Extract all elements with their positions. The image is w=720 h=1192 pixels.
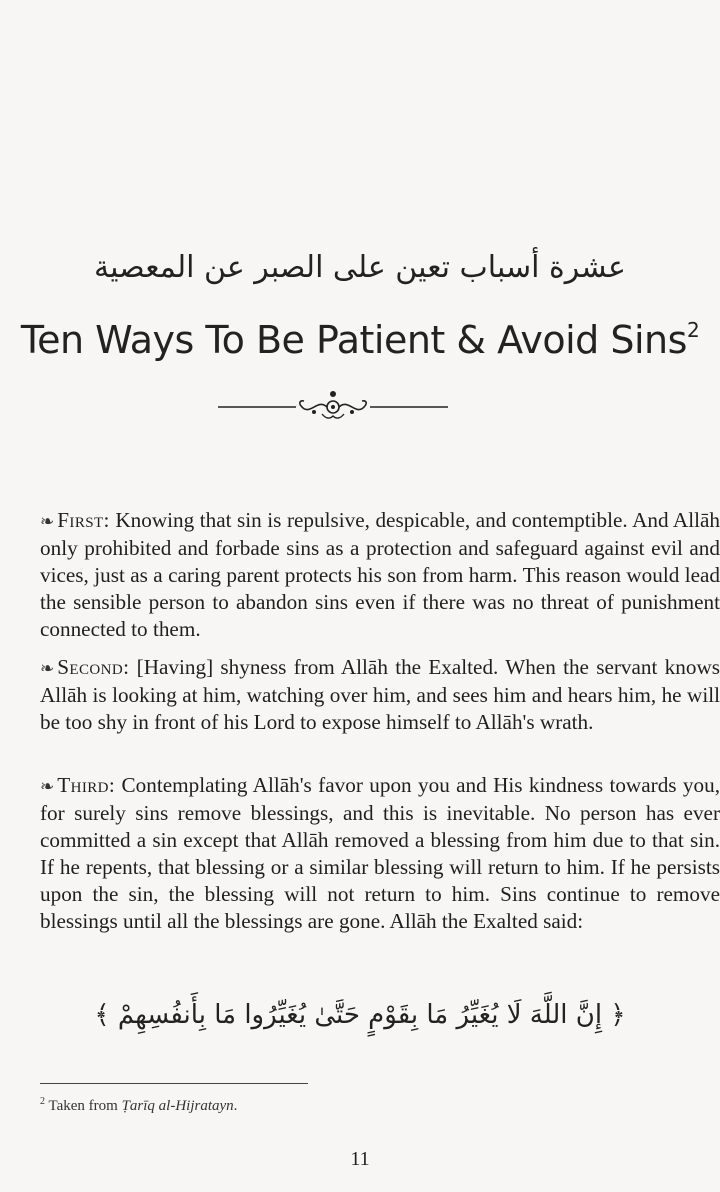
paragraph-lead: Second:	[57, 655, 130, 679]
page-number: 11	[350, 1148, 370, 1170]
footnote-suffix: .	[233, 1098, 238, 1114]
footnote-source: Ṭarīq al-Hijratayn	[121, 1098, 234, 1114]
footnote-number: 2	[40, 1096, 45, 1107]
footnote-prefix: Taken from	[48, 1098, 122, 1114]
fleuron-icon: ❧	[40, 777, 55, 796]
footnote-divider	[40, 1083, 308, 1084]
footnote	[40, 1096, 237, 1115]
paragraph-text: Knowing that sin is repulsive, despicable, and contemptible. And Allāh only prohibited and forbade sins as a protection and safeguard against evil and vices, just as a caring parent protects his son from harm. This reason would lead the sensible person to abandon sins even if there was no threat of punishment connected to them.	[40, 508, 720, 641]
paragraph-text: Contemplating Allāh's favor upon you and His kindness towards you, for surely sins remove blessings, and this is inevitable. No person has ever committed a sin except that Allāh removed a blessing from him due to that sin. If he repents, that blessing or a similar blessing will return to him. If he persists upon the sin, the blessing will not return to him. Sins continue to remove blessings until all the blessings are gone. Allāh the Exalted said:	[40, 773, 720, 933]
paragraph-text: [Having] shyness from Allāh the Exalted. When the servant knows Allāh is looking at him, watching over him, and sees him and hears him, he will be too shy in front of his Lord to expose himself to Allāh's wrath.	[40, 655, 720, 734]
quran-verse: ﴿ إِنَّ اللَّهَ لَا يُغَيِّرُ مَا بِقَوْمٍ حَتَّىٰ يُغَيِّرُوا مَا بِأَنفُسِهِمْ ﴾	[94, 1000, 626, 1030]
fleuron-icon: ❧	[40, 659, 55, 678]
title-footnote-ref: 2	[686, 318, 700, 342]
paragraph-second	[40, 654, 720, 736]
paragraph-first	[40, 507, 720, 643]
arabic-chapter-heading: عشرة أسباب تعين على الصبر عن المعصية	[94, 250, 626, 285]
ornament-divider-icon	[218, 388, 448, 424]
paragraph-third	[40, 772, 720, 935]
paragraph-lead: Third:	[57, 773, 116, 797]
chapter-title	[0, 318, 720, 362]
fleuron-icon: ❧	[40, 512, 55, 531]
paragraph-lead: First:	[57, 508, 110, 532]
chapter-title-text: Ten Ways To Be Patient & Avoid Sins	[20, 318, 687, 362]
